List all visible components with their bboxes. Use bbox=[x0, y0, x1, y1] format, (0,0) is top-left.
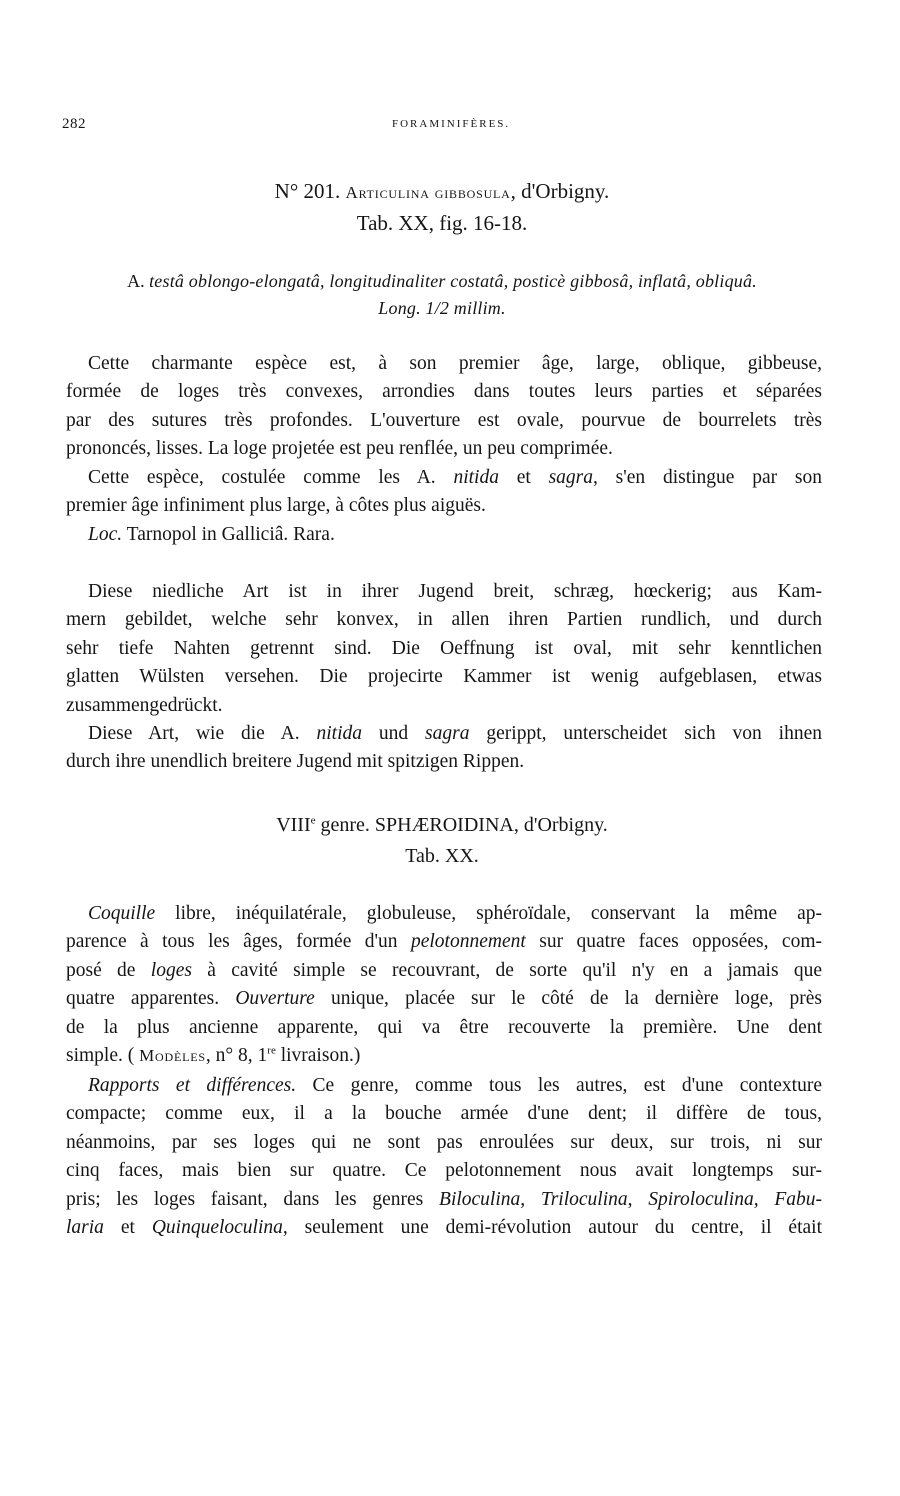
species-name: Articulina gibbosula bbox=[345, 183, 511, 202]
species-heading bbox=[62, 176, 822, 239]
species-plate: Tab. XX, fig. 16-18. bbox=[356, 211, 528, 235]
german-paragraph-2: Diese Art, wie die A. nitida und sagra gerippt, unterscheidet sich von ihnen durch ihre unendlich breitere Jugend mit spitzigen Rippen. bbox=[66, 723, 822, 773]
genus-plate: Tab. XX. bbox=[405, 845, 479, 867]
genus-heading bbox=[62, 810, 822, 872]
german-paragraph-1: Diese niedliche Art ist in ihrer Jugend breit, schræg, hœckerig; aus Kam- mern gebildet, welche sehr konvex, in allen ihren Partien rundlich, und durch sehr tiefe Nahten getrennt sind. Die Oeffnung ist oval, mit sehr kenntlichen glatten Wülsten versehen. Die projecirte Kammer ist wenig aufgeblasen, etwas zusammengedrückt. bbox=[66, 581, 822, 716]
locality: Loc. Tarnopol in Galliciâ. Rara. bbox=[88, 523, 335, 545]
genus-title: VIIIe genre. SPHÆROIDINA, d'Orbigny. bbox=[276, 814, 608, 836]
running-title: FORAMINIFÈRES. bbox=[392, 118, 511, 130]
french-paragraph-1: Cette charmante espèce est, à son premier âge, large, oblique, gibbeuse, formée de loges très convexes, arrondies dans toutes leurs parties et séparées par des sutures très profondes. L'ouverture est ovale, pourvue de bourrelets très prononcés, lisses. La loge projetée est peu renflée, un peu comprimée. bbox=[66, 353, 822, 460]
species-title: N° 201. Articulina gibbosula, d'Orbigny. bbox=[274, 179, 610, 203]
latin-diagnosis: A. testâ oblongo-elongatâ, longitudinaliter costatâ, posticè gibbosâ, inflatâ, obliquâ. Long. 1/2 millim. bbox=[127, 271, 757, 318]
running-head bbox=[62, 116, 822, 138]
rapports-paragraph: Rapports et différences. Ce genre, comme tous les autres, est d'une contexture compacte; comme eux, il a la bouche armée d'une dent; il diffère de tous, néanmoins, par ses loges qui ne sont pas enroulées sur deux, sur trois, ni sur cinq faces, mais bien sur quatre. Ce pelotonnement nous avait longtemps sur- pris; les loges faisant, dans les genres Biloculina, Triloculina, Spiroloculina, Fabu- laria et Quinqueloculina, seulement une demi-révolution autour du centre, il était bbox=[66, 1075, 823, 1239]
genus-description: Coquille libre, inéquilatérale, globuleuse, sphéroïdale, conservant la même ap- parence à tous les âges, formée d'un pelotonnement sur quatre faces opposées, com- posé de loges à cavité simple se recouvrant, de sorte qu'il n'y en a jamais que quatre apparentes. Ouverture unique, placée sur le côté de la dernière loge, près de la plus ancienne apparente, qui va être recouverte la première. Une dent simple. ( Modèles, n° 8, 1re livraison.) bbox=[66, 903, 823, 1067]
french-paragraph-2: Cette espèce, costulée comme les A. nitida et sagra, s'en distingue par son premier âge infiniment plus large, à côtes plus aiguës. Loc. Tarnopol in Galliciâ. Rara. bbox=[66, 464, 822, 549]
page-number: 282 bbox=[62, 116, 86, 132]
